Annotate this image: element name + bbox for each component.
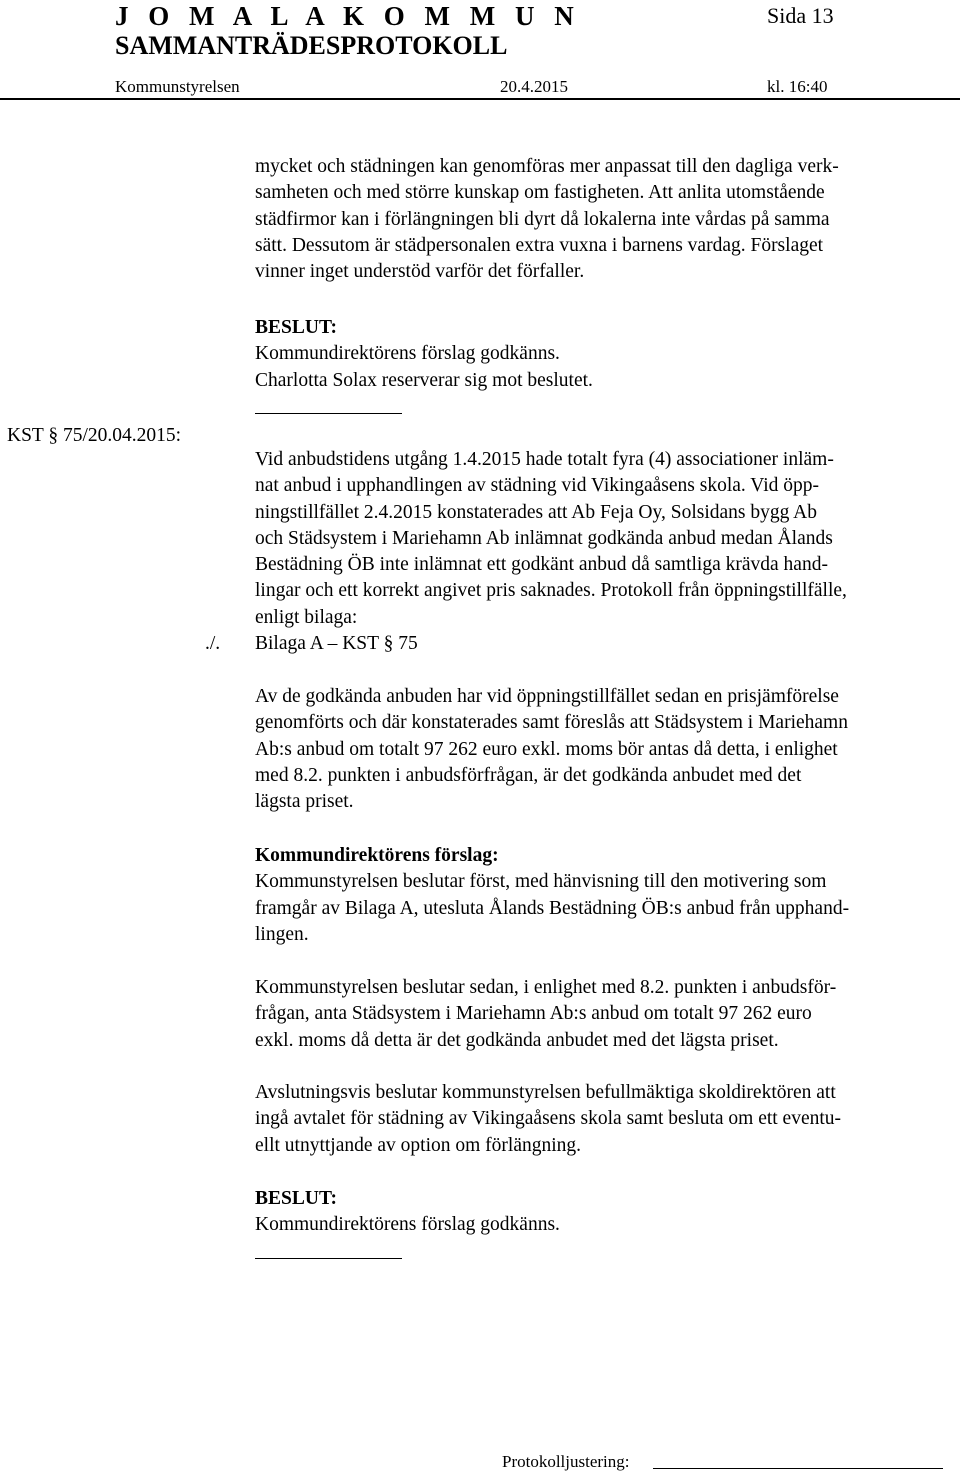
- text-line: ellt utnyttjande av option om förlängning.: [255, 1134, 582, 1156]
- text-line: samheten och med större kunskap om fastigheten. Att anlita utomstående: [255, 182, 825, 204]
- proposal-paragraph-3: [255, 1080, 841, 1159]
- text-line: städfirmor kan i förlängningen bli dyrt då lokalerna inte vårdas på samma: [255, 208, 830, 230]
- decision-heading: BESLUT:: [255, 1188, 337, 1209]
- page-number: Sida 13: [767, 3, 834, 28]
- evaluation-paragraph: [255, 684, 848, 815]
- municipality-name: J O M A L A K O M M U N: [115, 1, 581, 31]
- text-line: genomförts och där konstaterades samt föreslås att Städsystem i Mariehamn: [255, 712, 848, 734]
- text-line: lägsta priset.: [255, 791, 354, 813]
- text-line: Kommunstyrelsen beslutar sedan, i enlighet med 8.2. punkten i anbudsför-: [255, 977, 837, 998]
- text-line: och Städsystem i Mariehamn Ab inlämnat godkända anbud medan Ålands: [255, 527, 833, 549]
- decision-block: [255, 315, 593, 394]
- text-line: Kommundirektörens förslag godkänns.: [255, 1214, 560, 1236]
- text-line: Bestädning ÖB inte inlämnat ett godkänt anbud då samtliga krävda hand-: [255, 554, 828, 576]
- final-decision-block: [255, 1186, 560, 1239]
- text-line: lingar och ett korrekt angivet pris saknades. Protokoll från öppningstillfälle,: [255, 580, 847, 602]
- text-line: med 8.2. punkten i anbudsförfrågan, är det godkända anbudet med det: [255, 764, 802, 786]
- text-line: ingå avtalet för städning av Vikingaåsens skola samt besluta om ett eventu-: [255, 1108, 842, 1130]
- attachment-reference: Bilaga A – KST § 75: [255, 633, 418, 655]
- attachment-mark: ./.: [205, 633, 221, 654]
- text-line: exkl. moms då detta är det godkända anbudet med det lägsta priset.: [255, 1029, 779, 1051]
- text-line: framgår av Bilaga A, utesluta Ålands Bestädning ÖB:s anbud från upphand-: [255, 897, 850, 919]
- text-line: lingen.: [255, 923, 309, 945]
- text-line: Ab:s anbud om totalt 97 262 euro exkl. moms bör antas då detta, i enlighet: [255, 738, 838, 760]
- text-line: enligt bilaga:: [255, 606, 358, 628]
- text-line: nat anbud i upphandlingen av städning vid Vikingaåsens skola. Vid öpp-: [255, 475, 819, 497]
- text-line: Kommundirektörens förslag godkänns.: [255, 343, 560, 365]
- document-title: SAMMANTRÄDESPROTOKOLL: [115, 31, 508, 60]
- section-reference: KST § 75/20.04.2015:: [7, 425, 182, 446]
- signature-line: [653, 1468, 943, 1469]
- text-line: vinner inget understöd varför det förfaller.: [255, 261, 585, 283]
- text-line: sätt. Dessutom är städpersonalen extra vuxna i barnens vardag. Förslaget: [255, 234, 824, 256]
- meeting-time: kl. 16:40: [767, 77, 828, 96]
- text-line: Charlotta Solax reserverar sig mot beslutet.: [255, 369, 593, 391]
- separator-line: [255, 1258, 402, 1259]
- section-paragraph: [255, 447, 847, 657]
- separator-line: [255, 413, 402, 414]
- text-line: ningstillfället 2.4.2015 konstaterades att Ab Feja Oy, Solsidans bygg Ab: [255, 501, 818, 523]
- meeting-body: Kommunstyrelsen: [115, 77, 240, 96]
- proposal-block: [255, 843, 849, 948]
- meeting-date: 20.4.2015: [500, 77, 568, 96]
- proposal-heading: Kommundirektörens förslag:: [255, 845, 499, 866]
- header-divider: [0, 98, 960, 100]
- text-line: Kommunstyrelsen beslutar först, med hänvisning till den motivering som: [255, 871, 827, 893]
- text-line: Av de godkända anbuden har vid öppningstillfället sedan en prisjämförelse: [255, 686, 839, 707]
- text-line: frågan, anta Städsystem i Mariehamn Ab:s anbud om totalt 97 262 euro: [255, 1003, 812, 1025]
- proposal-paragraph-2: [255, 975, 836, 1054]
- decision-heading: BESLUT:: [255, 317, 337, 338]
- footer-label: Protokolljustering:: [502, 1452, 630, 1471]
- text-line: Vid anbudstidens utgång 1.4.2015 hade totalt fyra (4) associationer inläm-: [255, 449, 834, 470]
- text-line: mycket och städningen kan genomföras mer anpassat till den dagliga verk-: [255, 156, 839, 177]
- intro-paragraph: [255, 154, 839, 285]
- text-line: Avslutningsvis beslutar kommunstyrelsen befullmäktiga skoldirektören att: [255, 1082, 836, 1103]
